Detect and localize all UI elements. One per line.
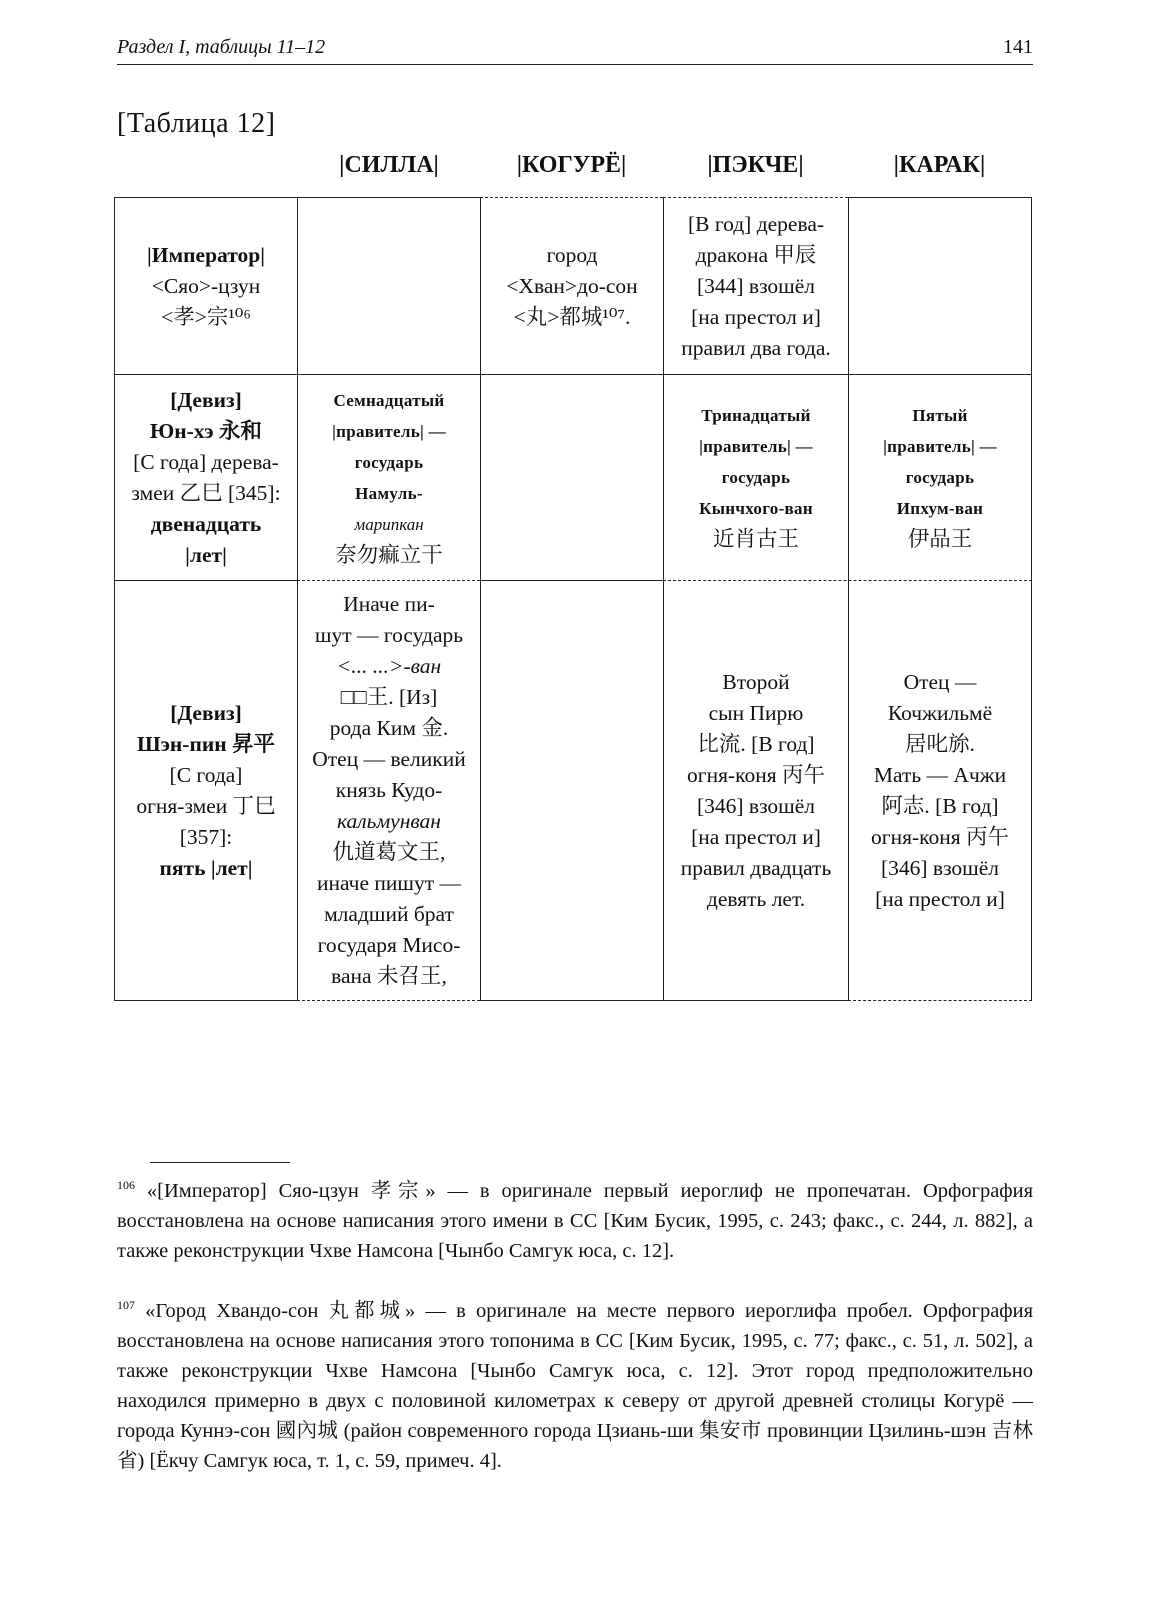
row2-paekche-line: Кынчхого-ван	[699, 499, 813, 518]
row1-paekche-line: [344] взошёл	[696, 273, 816, 298]
row2-header-line: |лет|	[185, 542, 227, 567]
row2-paekche-line: |правитель| —	[699, 437, 813, 456]
row3-paekche-line: Второй	[722, 669, 790, 694]
row2-silla-line: Намуль-	[355, 483, 423, 503]
row2-paekche-line: 近肖古王	[712, 527, 799, 551]
row2-silla-line: марипкан	[354, 514, 424, 534]
row3-karak-line: 居叱旀.	[905, 731, 975, 756]
row3-karak-line: Кочжильмё	[887, 700, 993, 725]
row1-header-line: |Император|	[147, 242, 265, 267]
row3-silla-line: шут — государь	[314, 623, 464, 647]
row3-karak-line: [346] взошёл	[880, 855, 1000, 880]
row3-silla-line: младший брат	[324, 902, 454, 926]
row3-header-line: Шэн-пин 昇平	[137, 731, 275, 756]
row3-silla-line: рода Ким 金.	[329, 716, 449, 740]
row2-header-line: змеи 乙巳 [345]:	[131, 480, 281, 505]
row2-header-line: двенадцать	[150, 511, 262, 536]
footnote-107	[117, 1290, 1033, 1476]
row1-paekche-line: правил два года.	[681, 335, 831, 360]
row2-silla-line: Семнадцатый	[333, 390, 445, 410]
row3-header-line: [357]:	[179, 824, 233, 849]
row2-karak-line: 伊品王	[907, 527, 973, 551]
row1-header-line: <孝>宗¹⁰⁶	[161, 304, 251, 329]
row1-paekche-line: дракона 甲辰	[695, 242, 817, 267]
row3-silla-line: 仇道葛文王,	[332, 840, 446, 864]
row3-paekche-line: сын Пирю	[708, 700, 804, 725]
column-header-karak: |КАРАК|	[893, 152, 986, 178]
row3-silla-line: князь Кудо-	[335, 778, 443, 802]
running-head-section: Раздел I, таблицы 11–12	[117, 36, 326, 58]
row3-paekche-cell	[664, 581, 848, 1000]
row2-karak-line: государь	[905, 468, 975, 487]
running-head	[117, 32, 1033, 65]
row2-silla-line: |правитель| —	[332, 421, 446, 441]
row3-paekche-line: 比流. [В год]	[697, 731, 815, 756]
footnote-text: «Город Хвандо-сон 丸都城» — в оригинале на месте первого иероглифа пробел. Орфография восстановлена на основе написания этого топонима в СС [Ким Бусик, 1995, с. 77; факс., с. 51, л. 502], а также реконструкции Чхве Намсона [Чынбо Самгук юса, с. 12]. Этот город предположительно находился примерно в двух с половиной километрах к северу от другой древней столицы Когурё — города Куннэ-сон 國內城 (район современного города Цзиань-ши 集安市 провинции Цзилинь-шэн 吉林省) [Ёкчу Самгук юса, т. 1, с. 59, примеч. 4].	[117, 1300, 1033, 1472]
column-header-silla: |СИЛЛА|	[339, 152, 439, 178]
footnote-number: 107	[117, 1298, 135, 1312]
grid-line	[1031, 197, 1032, 1000]
row2-header-line: Юн-хэ 永和	[150, 418, 262, 443]
grid-line	[297, 197, 480, 198]
row3-silla-line: Отец — великий	[312, 747, 466, 771]
row3-silla-line: □□王. [Из]	[340, 685, 438, 709]
row2-header-cell	[115, 375, 297, 580]
page-number: 141	[1003, 36, 1033, 58]
grid-line	[848, 197, 1032, 198]
row2-paekche-line: государь	[721, 468, 791, 487]
row1-paekche-cell	[664, 198, 848, 374]
row2-silla-line: государь	[354, 452, 424, 472]
row3-header-line: [Девиз]	[170, 700, 242, 725]
footnote-106	[117, 1170, 1033, 1266]
table-title: [Таблица 12]	[117, 108, 276, 139]
row3-silla-line: кальмунван	[337, 809, 441, 833]
row2-silla-line: 奈勿痲立干	[335, 542, 443, 567]
footnote-rule	[150, 1162, 290, 1163]
row3-header-line: огня-змеи 丁巳	[136, 793, 276, 818]
column-header-paekche: |ПЭКЧЕ|	[707, 152, 804, 178]
row1-koguryo-line: <丸>都城¹⁰⁷.	[513, 304, 631, 329]
row3-paekche-line: [346] взошёл	[696, 793, 816, 818]
row2-header-line: [Девиз]	[170, 387, 242, 412]
row3-silla-line: <... ...>-ван	[336, 654, 442, 678]
row3-karak-line: 阿志. [В год]	[881, 793, 999, 818]
row2-karak-line: |правитель| —	[883, 437, 997, 456]
row3-karak-line: Отец —	[903, 669, 977, 694]
row3-karak-cell	[849, 581, 1031, 1000]
row3-paekche-line: огня-коня 丙午	[687, 762, 825, 787]
grid-line	[848, 1000, 1032, 1001]
column-header-koguryo: |КОГУРЁ|	[516, 152, 627, 178]
row1-koguryo-cell	[481, 198, 663, 374]
row3-silla-line: Иначе пи-	[343, 592, 435, 616]
row3-header-line: пять |лет|	[159, 855, 253, 880]
row2-karak-cell	[849, 375, 1031, 580]
row2-paekche-cell	[664, 375, 848, 580]
grid-line	[480, 1000, 848, 1001]
row1-header-line: <Сяо>-цзун	[151, 273, 261, 298]
row2-silla-cell	[298, 375, 480, 580]
grid-line	[297, 1000, 480, 1001]
grid-line	[480, 580, 663, 581]
row3-paekche-line: правил двадцать	[680, 855, 832, 880]
row3-karak-line: Мать — Ачжи	[873, 762, 1007, 787]
row1-paekche-line: [на престол и]	[691, 304, 821, 329]
row3-header-line: [С года]	[169, 762, 243, 787]
row3-silla-line: государя Мисо-	[317, 933, 461, 957]
row2-karak-line: Ипхум-ван	[896, 499, 984, 518]
row1-koguryo-line: город	[546, 242, 598, 267]
row1-header-cell	[115, 198, 297, 374]
row3-karak-line: [на престол и]	[875, 886, 1005, 911]
row1-koguryo-line: <Хван>до-сон	[506, 273, 638, 298]
row3-silla-cell	[298, 581, 480, 1000]
row3-silla-line: вана 未召王,	[331, 964, 447, 988]
footnote-text: «[Император] Сяо-цзун 孝宗» — в оригинале первый иероглиф не пропечатан. Орфография восстановлена на основе написания этого имени в СС [Ким Бусик, 1995, с. 243; факс., с. 244, л. 882], а также реконструкции Чхве Намсона [Чынбо Самгук юса, с. 12].	[117, 1180, 1033, 1262]
row2-karak-line: Пятый	[912, 406, 968, 425]
grid-line	[114, 1000, 297, 1001]
row3-silla-line: иначе пишут —	[316, 871, 461, 895]
row2-paekche-line: Тринадцатый	[701, 406, 811, 425]
row1-paekche-line: [В год] дерева-	[687, 211, 825, 236]
row2-header-line: [С года] дерева-	[133, 449, 279, 474]
footnote-number: 106	[117, 1178, 135, 1192]
row3-karak-line: огня-коня 丙午	[871, 824, 1009, 849]
row3-paekche-line: [на престол и]	[691, 824, 821, 849]
row3-header-cell	[115, 581, 297, 1000]
row3-paekche-line: девять лет.	[706, 886, 806, 911]
